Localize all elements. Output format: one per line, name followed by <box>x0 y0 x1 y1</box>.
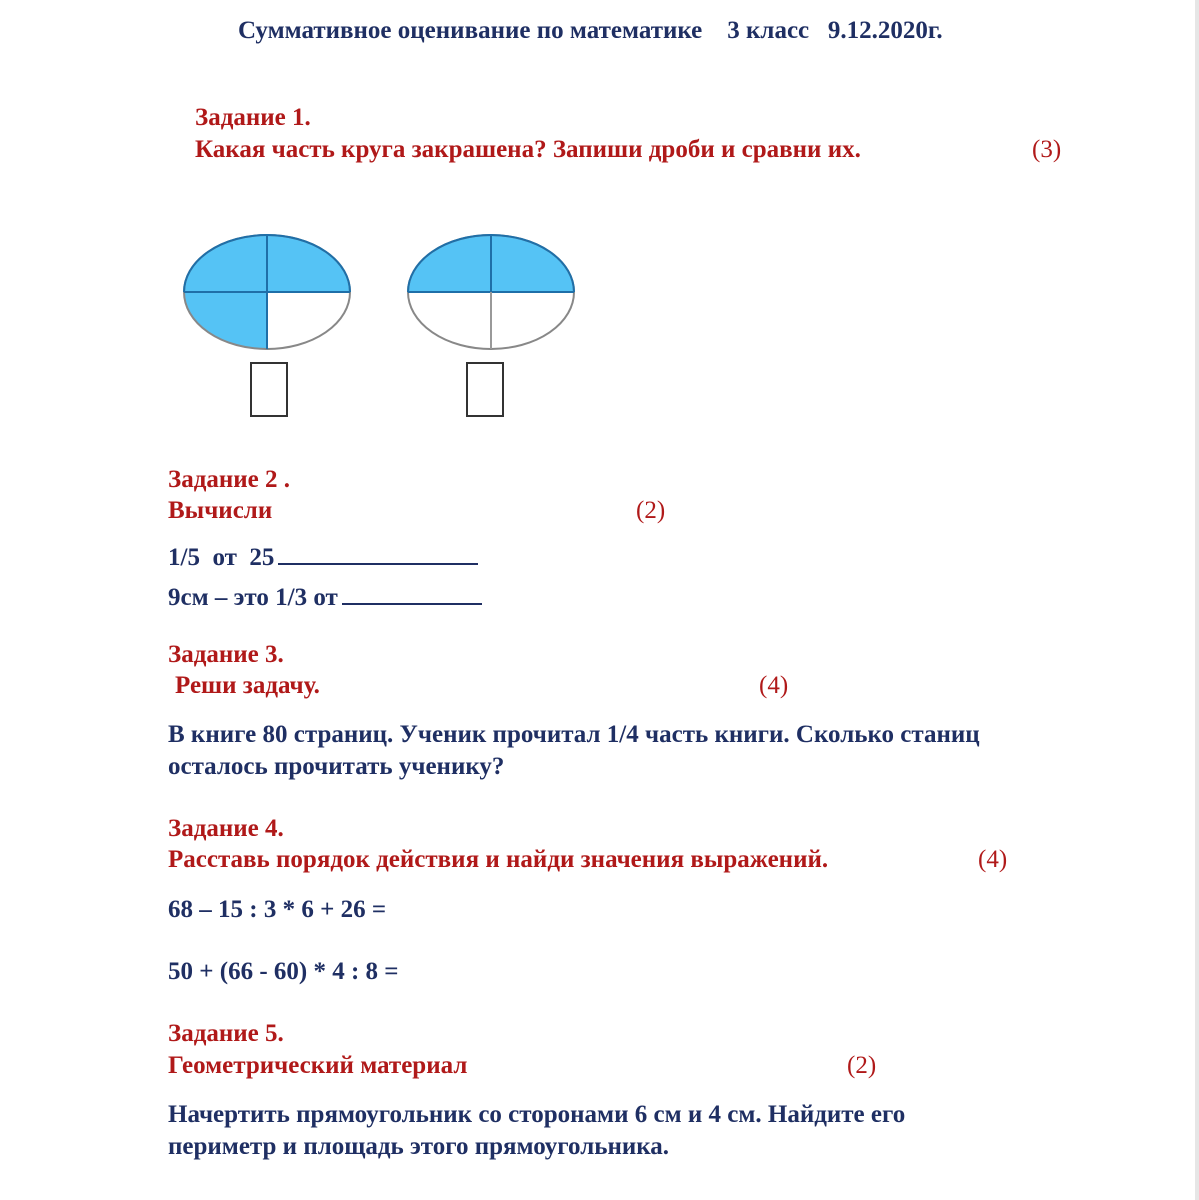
task4-score: (4) <box>978 846 1008 873</box>
task5-text-line1: Начертить прямоугольник со сторонами 6 см и 4 см. Найдите его <box>168 1101 906 1128</box>
task5-text-line2: периметр и площадь этого прямоугольника. <box>168 1133 670 1160</box>
task3-subheading: Реши задачу. <box>175 672 320 699</box>
document-title: Суммативное оценивание по математике 3 класс 9.12.2020г. <box>238 17 943 44</box>
task2-line2-text: 9см – это 1/3 от <box>168 584 338 611</box>
task4-expression-1: 68 – 15 : 3 * 6 + 26 = <box>168 896 387 923</box>
task2-heading: Задание 2 . <box>168 466 290 493</box>
task2-subheading: Вычисли <box>168 497 273 524</box>
task5-subheading: Геометрический материал <box>168 1052 468 1079</box>
task1-heading: Задание 1. <box>195 104 311 131</box>
task5-heading: Задание 5. <box>168 1020 284 1047</box>
answer-blank[interactable] <box>342 577 482 605</box>
answer-box[interactable] <box>466 362 504 417</box>
task5-score: (2) <box>847 1052 877 1079</box>
ellipse-three-quarters <box>184 235 350 349</box>
task1-score: (3) <box>1032 136 1062 163</box>
task3-heading: Задание 3. <box>168 641 284 668</box>
page-edge <box>1195 0 1199 1200</box>
answer-blank[interactable] <box>278 537 478 565</box>
task4-heading: Задание 4. <box>168 815 284 842</box>
task3-text-line1: В книге 80 страниц. Ученик прочитал 1/4 часть книги. Сколько станиц <box>168 721 980 748</box>
task4-expression-2: 50 + (66 - 60) * 4 : 8 = <box>168 958 399 985</box>
task2-score: (2) <box>636 497 666 524</box>
task3-text-line2: осталось прочитать ученику? <box>168 753 505 780</box>
task2-line1 <box>168 537 478 573</box>
task1-figures <box>170 222 590 362</box>
task2-line2 <box>168 577 482 613</box>
task4-subheading: Расставь порядок действия и найди значения выражений. <box>168 846 829 873</box>
task3-score: (4) <box>759 672 789 699</box>
task2-line1-text: 1/5 от 25 <box>168 544 275 571</box>
ellipse-one-half <box>408 235 574 349</box>
task1-question: Какая часть круга закрашена? Запиши дроби и сравни их. <box>195 136 861 163</box>
answer-box[interactable] <box>250 362 288 417</box>
